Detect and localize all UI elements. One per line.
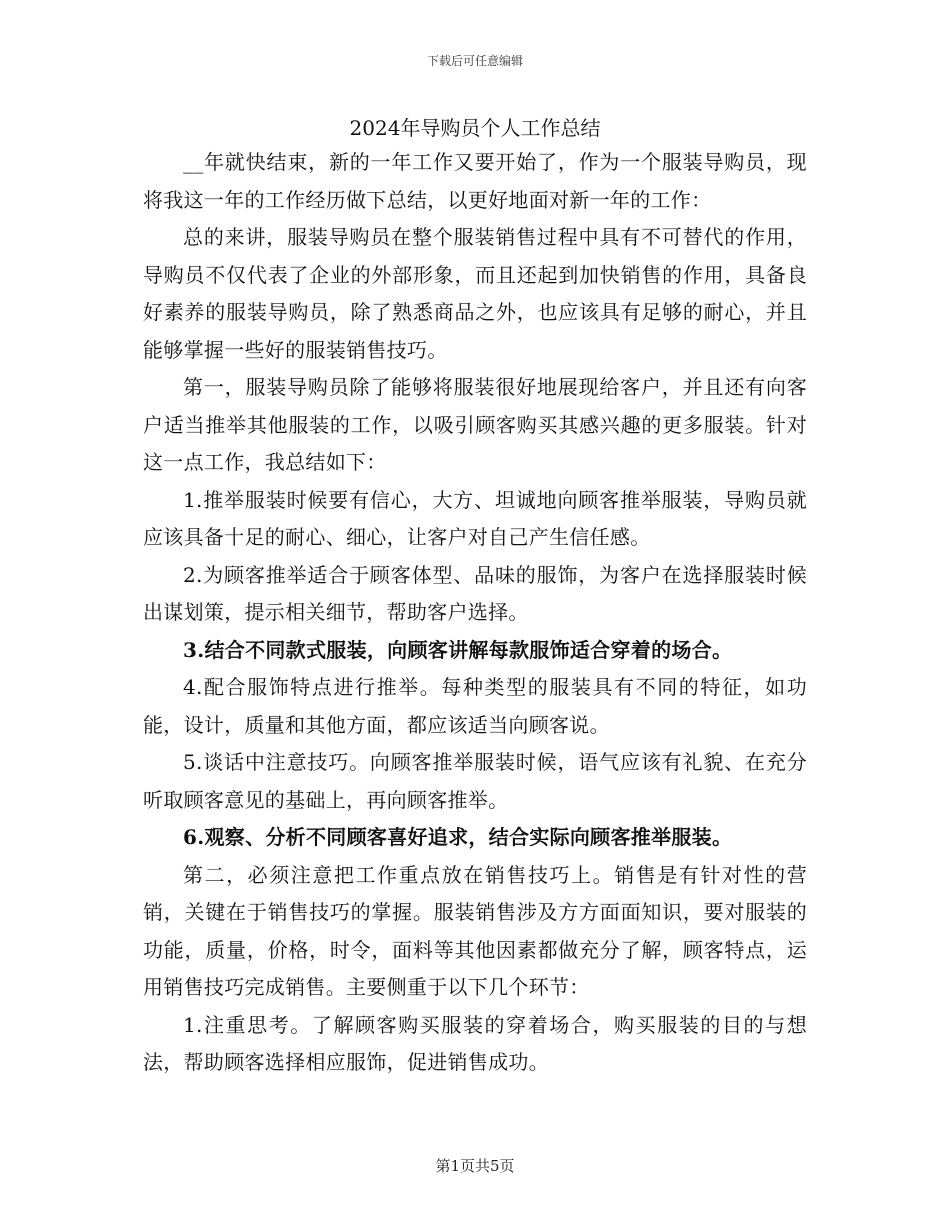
document-body <box>143 112 807 1082</box>
paragraph-item-6: 6.观察、分析不同顾客喜好追求，结合实际向顾客推举服装。 <box>183 825 733 849</box>
document-title: 2024年导购员个人工作总结 <box>349 116 601 140</box>
page-header: 下载后可任意编辑 <box>426 54 523 68</box>
paragraph-overview: 总的来讲，服装导购员在整个服装销售过程中具有不可替代的作用，导购员不仅代表了企业的外部形象，而且还起到加快销售的作用，具备良好素养的服装导购员，除了熟悉商品之外，也应该具有足够的耐心，并且能够掌握一些好的服装销售技巧。 <box>143 225 807 362</box>
paragraph-subitem-1: 1.注重思考。了解顾客购买服装的穿着场合，购买服装的目的与想法，帮助顾客选择相应服饰，促进销售成功。 <box>143 1012 807 1074</box>
paragraph-item-2: 2.为顾客推举适合于顾客体型、品味的服饰，为客户在选择服装时候出谋划策，提示相关细节，帮助客户选择。 <box>143 562 807 624</box>
page-footer: 第1页共5页 <box>435 1157 515 1175</box>
paragraph-item-3: 3.结合不同款式服装，向顾客讲解每款服饰适合穿着的场合。 <box>183 637 733 662</box>
paragraph-item-4: 4.配合服饰特点进行推举。每种类型的服装具有不同的特征，如功能，设计，质量和其他方面，都应该适当向顾客说。 <box>143 675 807 737</box>
paragraph-item-5: 5.谈话中注意技巧。向顾客推举服装时候，语气应该有礼貌、在充分听取顾客意见的基础上，再向顾客推举。 <box>143 750 807 812</box>
paragraph-second-point: 第二，必须注意把工作重点放在销售技巧上。销售是有针对性的营销，关键在于销售技巧的掌握。服装销售涉及方方面面知识，要对服装的功能，质量，价格，时令，面料等其他因素都做充分了解，顾客特点，运用销售技巧完成销售。主要侧重于以下几个环节： <box>143 862 807 999</box>
paragraph-intro: __年就快结束，新的一年工作又要开始了，作为一个服装导购员，现将我这一年的工作经历做下总结，以更好地面对新一年的工作： <box>143 150 807 212</box>
paragraph-item-1: 1.推举服装时候要有信心，大方、坦诚地向顾客推举服装，导购员就应该具备十足的耐心、细心，让客户对自己产生信任感。 <box>143 487 807 549</box>
paragraph-first-point: 第一，服装导购员除了能够将服装很好地展现给客户，并且还有向客户适当推举其他服装的工作，以吸引顾客购买其感兴趣的更多服装。针对这一点工作，我总结如下： <box>143 375 807 474</box>
